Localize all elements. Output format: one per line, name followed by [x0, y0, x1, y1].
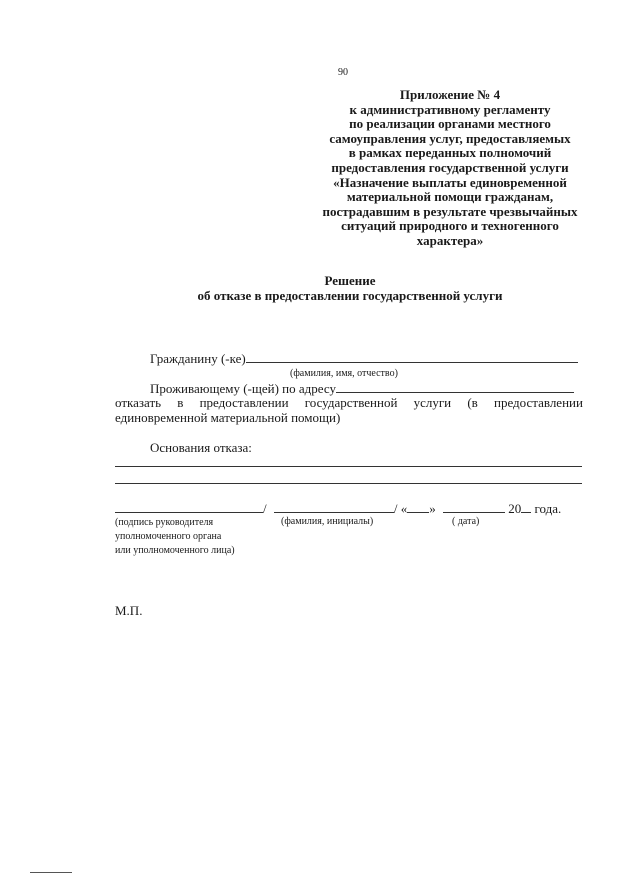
signature-caption-line: или уполномоченного лица) [115, 545, 235, 556]
name-initials-field[interactable] [274, 500, 394, 513]
header-line: предоставления государственной услуги [331, 159, 569, 175]
date-close: » [429, 501, 436, 516]
refusal-word: отказать [115, 395, 162, 410]
grounds-field-2[interactable] [115, 483, 582, 484]
grounds-field-1[interactable] [115, 466, 582, 467]
refusal-word: в [177, 395, 184, 410]
year-field[interactable] [521, 500, 531, 513]
signature-field[interactable] [115, 500, 263, 513]
decision-title: Решение [324, 273, 376, 288]
refusal-word: предоставлении [199, 395, 289, 410]
slash: / [263, 501, 267, 516]
signature-caption-line: уполномоченного органа [115, 531, 222, 542]
refusal-word: государственной [304, 395, 398, 410]
header-line: материальной помощи гражданам, [346, 189, 554, 205]
day-field[interactable] [407, 500, 429, 513]
year-prefix: 20 [508, 501, 522, 516]
grounds-label: Основания отказа: [150, 440, 252, 455]
citizen-name-field[interactable] [246, 350, 578, 363]
address-field[interactable] [336, 380, 574, 393]
signature-caption [115, 516, 235, 558]
stamp-placeholder: М.П. [115, 603, 143, 618]
date-open: / « [393, 501, 408, 516]
header-line: самоуправления услуг, предоставляемых [329, 130, 571, 146]
header-line: к административному регламенту [349, 101, 551, 117]
header-line: Приложение № 4 [399, 87, 501, 102]
header-line: пострадавшим в результате чрезвычайных [322, 203, 578, 219]
header-line: по реализации органами местного [349, 116, 551, 132]
citizen-label: Гражданину (-ке) [150, 351, 246, 366]
citizen-caption: (фамилия, имя, отчество) [290, 368, 398, 379]
page-number: 90 [338, 67, 348, 78]
header-line: характера» [416, 232, 484, 248]
citizen-row [150, 350, 578, 367]
header-line: в рамках переданных полномочий [348, 145, 552, 161]
date-caption: ( дата) [452, 516, 480, 527]
signature-caption-line: (подпись руководителя [115, 517, 214, 528]
year-suffix: года. [534, 501, 562, 516]
header-line: ситуаций природного и техногенного [341, 218, 559, 234]
refusal-word: (в [467, 395, 478, 410]
refusal-word: предоставлении [493, 395, 583, 410]
decision-subtitle: об отказе в предоставлении государственной услуги [197, 288, 503, 303]
address-label: Проживающему (-щей) по адресу [150, 381, 336, 396]
refusal-line-2: единовременной материальной помощи) [115, 410, 341, 425]
scan-mark [30, 872, 72, 873]
header-line: «Назначение выплаты единовременной [333, 174, 567, 190]
refusal-line [115, 395, 583, 411]
name-caption: (фамилия, инициалы) [281, 516, 374, 527]
month-field[interactable] [443, 500, 505, 513]
refusal-word: услуги [413, 395, 452, 410]
appendix-header [300, 88, 600, 249]
signature-row [115, 500, 561, 517]
decision-title-block [100, 273, 600, 303]
